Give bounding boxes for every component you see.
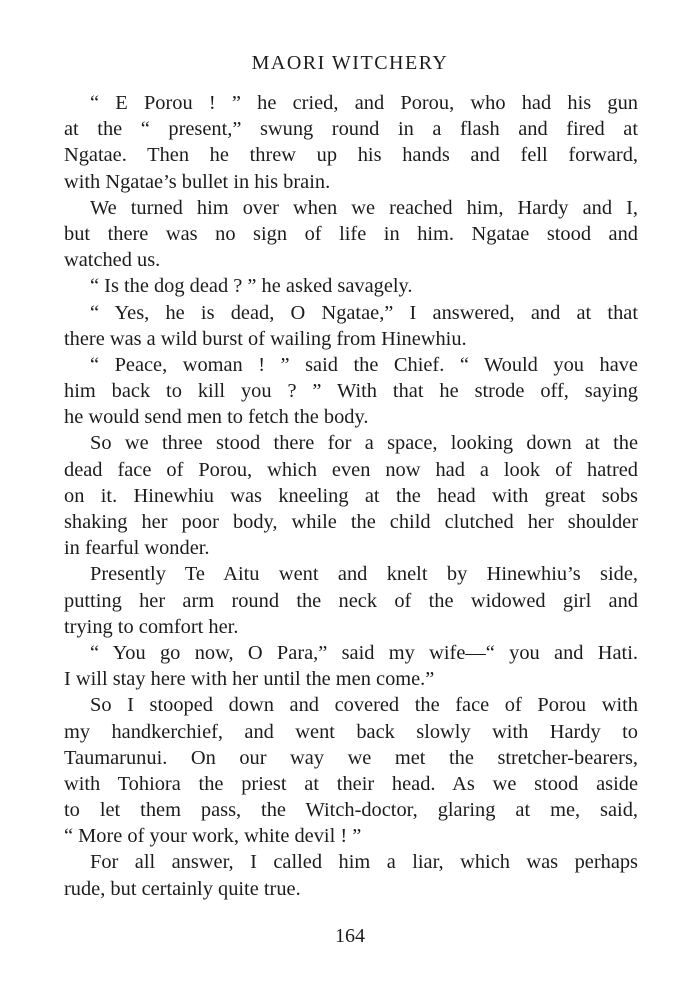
text-line: with Tohiora the priest at their head. As we stood aside (64, 772, 638, 795)
text-line: with Ngatae’s bullet in his brain. (64, 170, 331, 193)
text-line: “ More of your work, white devil ! ” (64, 825, 362, 848)
text-line: at the “ present,” swung round in a flash and fired at (64, 118, 638, 141)
text-line: “ Is the dog dead ? ” he asked savagely. (90, 275, 413, 298)
text-line: We turned him over when we reached him, Hardy and I, (90, 196, 638, 219)
running-head: MAORI WITCHERY (251, 52, 449, 74)
text-line: I will stay here with her until the men come.” (64, 668, 435, 691)
text-line: on it. Hinewhiu was kneeling at the head with great sobs (64, 484, 638, 507)
text-line: in fearful wonder. (64, 537, 210, 560)
text-line: there was a wild burst of wailing from Hinewhiu. (64, 327, 467, 350)
text-line: he would send men to fetch the body. (64, 406, 369, 429)
text-line: “ Peace, woman ! ” said the Chief. “ Would you have (90, 353, 638, 376)
text-line: Ngatae. Then he threw up his hands and fell forward, (64, 144, 638, 167)
text-line: my handkerchief, and went back slowly with Hardy to (64, 720, 638, 743)
text-line: trying to comfort her. (64, 615, 239, 638)
text-line: watched us. (64, 249, 161, 272)
text-line: “ You go now, O Para,” said my wife—“ you and Hati. (90, 641, 638, 664)
text-line: So I stooped down and covered the face of Porou with (90, 694, 638, 717)
text-line: putting her arm round the neck of the widowed girl and (64, 589, 638, 612)
text-line: For all answer, I called him a liar, which was perhaps (90, 851, 638, 874)
text-line: shaking her poor body, while the child clutched her shoulder (64, 511, 638, 533)
text-line: rude, but certainly quite true. (64, 877, 301, 900)
text-line: him back to kill you ? ” With that he strode off, saying (64, 380, 638, 403)
page-number: 164 (335, 925, 365, 947)
body-text (64, 90, 638, 902)
text-line: to let them pass, the Witch-doctor, glaring at me, said, (64, 799, 638, 822)
text-line: “ Yes, he is dead, O Ngatae,” I answered, and at that (90, 301, 638, 324)
text-line: “ E Porou ! ” he cried, and Porou, who had his gun (90, 92, 638, 114)
text-line: So we three stood there for a space, looking down at the (90, 432, 638, 455)
text-line: but there was no sign of life in him. Ngatae stood and (64, 222, 638, 245)
text-line: Presently Te Aitu went and knelt by Hinewhiu’s side, (90, 563, 638, 586)
text-line: Taumarunui. On our way we met the stretcher-bearers, (64, 746, 638, 769)
text-line: dead face of Porou, which even now had a look of hatred (64, 458, 638, 481)
